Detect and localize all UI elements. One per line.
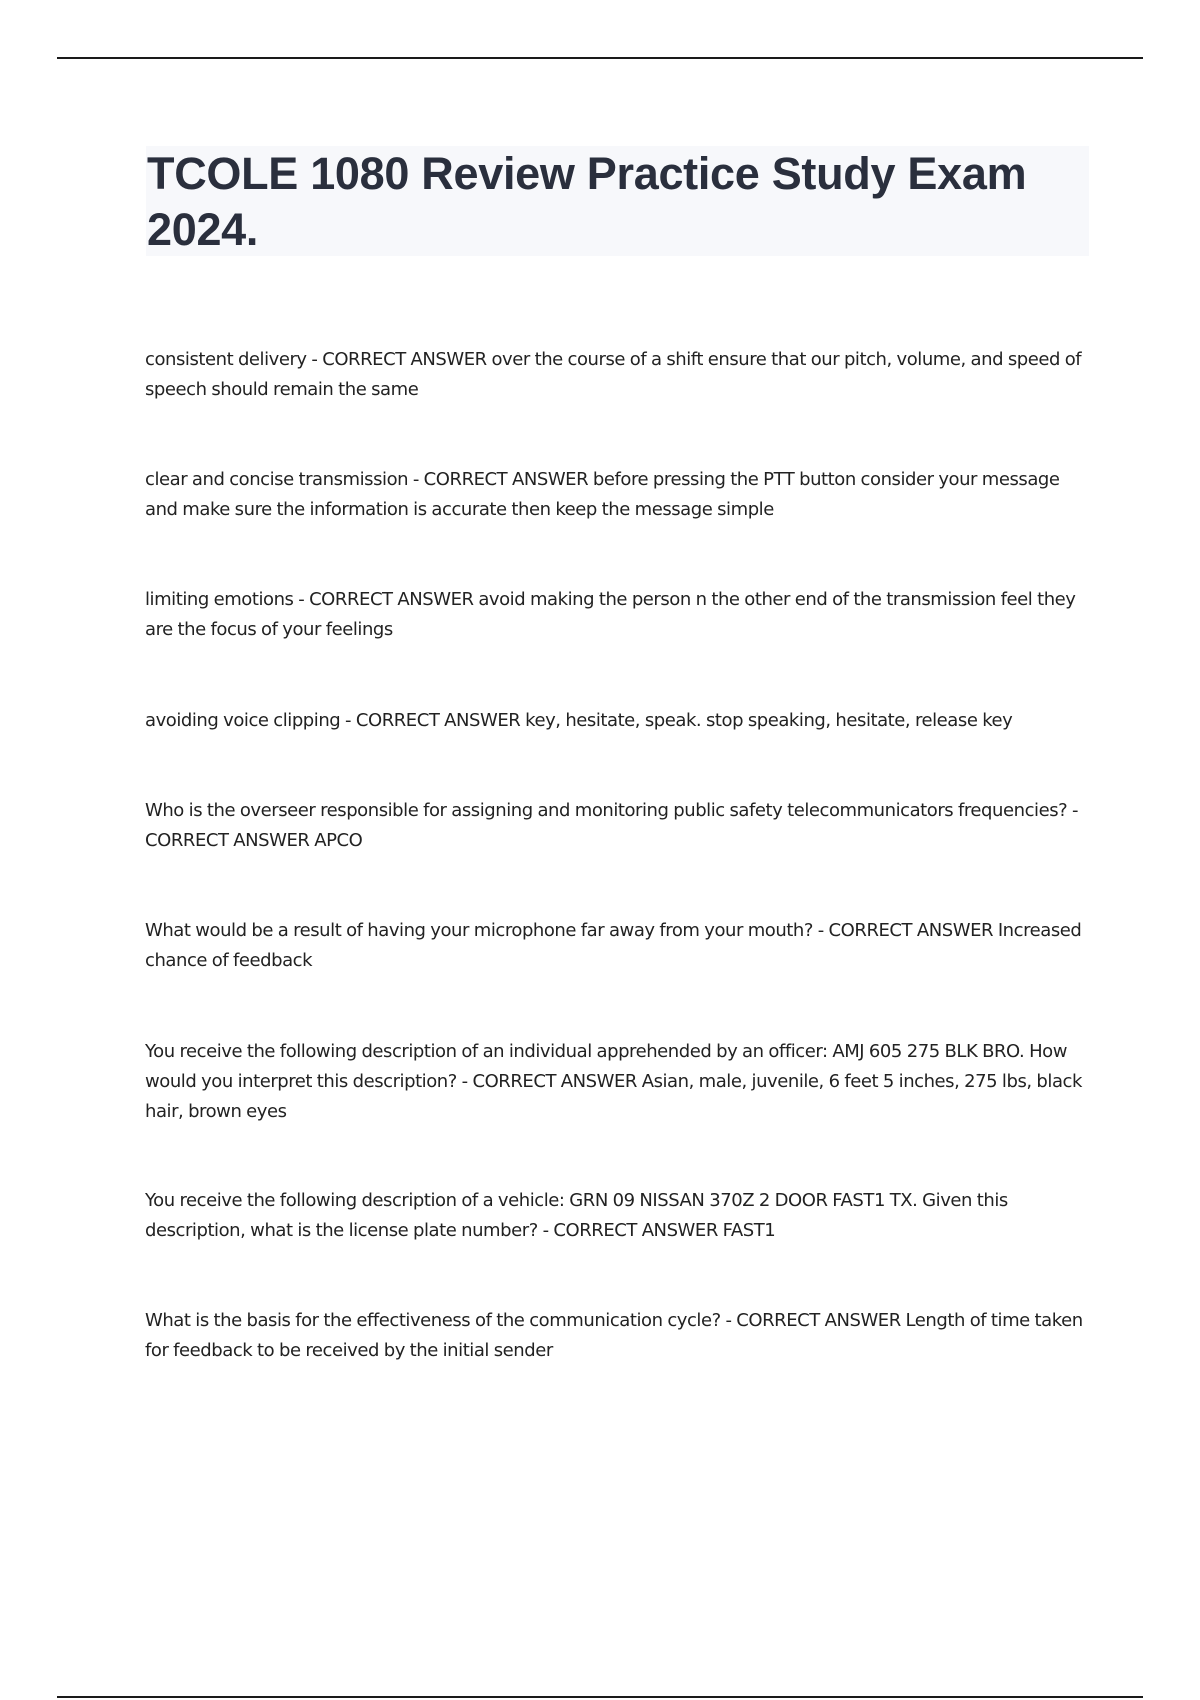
qa-item-vehicle-description: You receive the following description of a vehicle: GRN 09 NISSAN 370Z 2 DOOR FAST1 TX. Given this description, what is the license plate number? - CORRECT ANSWER FAST1 — [145, 1190, 1008, 1241]
page-title: TCOLE 1080 Review Practice Study Exam 2024. — [147, 148, 1027, 255]
qa-item-individual-description: You receive the following description of an individual apprehended by an officer: AMJ 605 275 BLK BRO. How would you interpret this description? - CORRECT ANSWER Asian, male, juvenile, 6 feet 5 inches, 275 lbs, black hair, brown eyes — [145, 1041, 1082, 1122]
qa-item-consistent-delivery: consistent delivery - CORRECT ANSWER over the course of a shift ensure that our pitch, volume, and speed of speech should remain the same — [145, 349, 1082, 400]
top-rule — [57, 57, 1143, 59]
qa-item-clear-concise-transmission: clear and concise transmission - CORRECT ANSWER before pressing the PTT button consider your message and make sure the information is accurate then keep the message simple — [145, 469, 1060, 520]
qa-item-frequency-overseer: Who is the overseer responsible for assigning and monitoring public safety telecommunicators frequencies? - CORRECT ANSWER APCO — [145, 800, 1079, 851]
qa-item-avoiding-voice-clipping: avoiding voice clipping - CORRECT ANSWER key, hesitate, speak. stop speaking, hesitate, release key — [145, 710, 1013, 731]
qa-item-microphone-distance: What would be a result of having your microphone far away from your mouth? - CORRECT ANSWER Increased chance of feedback — [145, 920, 1082, 971]
title-block — [146, 146, 1089, 256]
qa-item-limiting-emotions: limiting emotions - CORRECT ANSWER avoid making the person n the other end of the transmission feel they are the focus of your feelings — [145, 589, 1076, 640]
bottom-rule — [57, 1696, 1143, 1698]
qa-item-communication-cycle: What is the basis for the effectiveness of the communication cycle? - CORRECT ANSWER Length of time taken for feedback to be received by the initial sender — [145, 1310, 1083, 1361]
